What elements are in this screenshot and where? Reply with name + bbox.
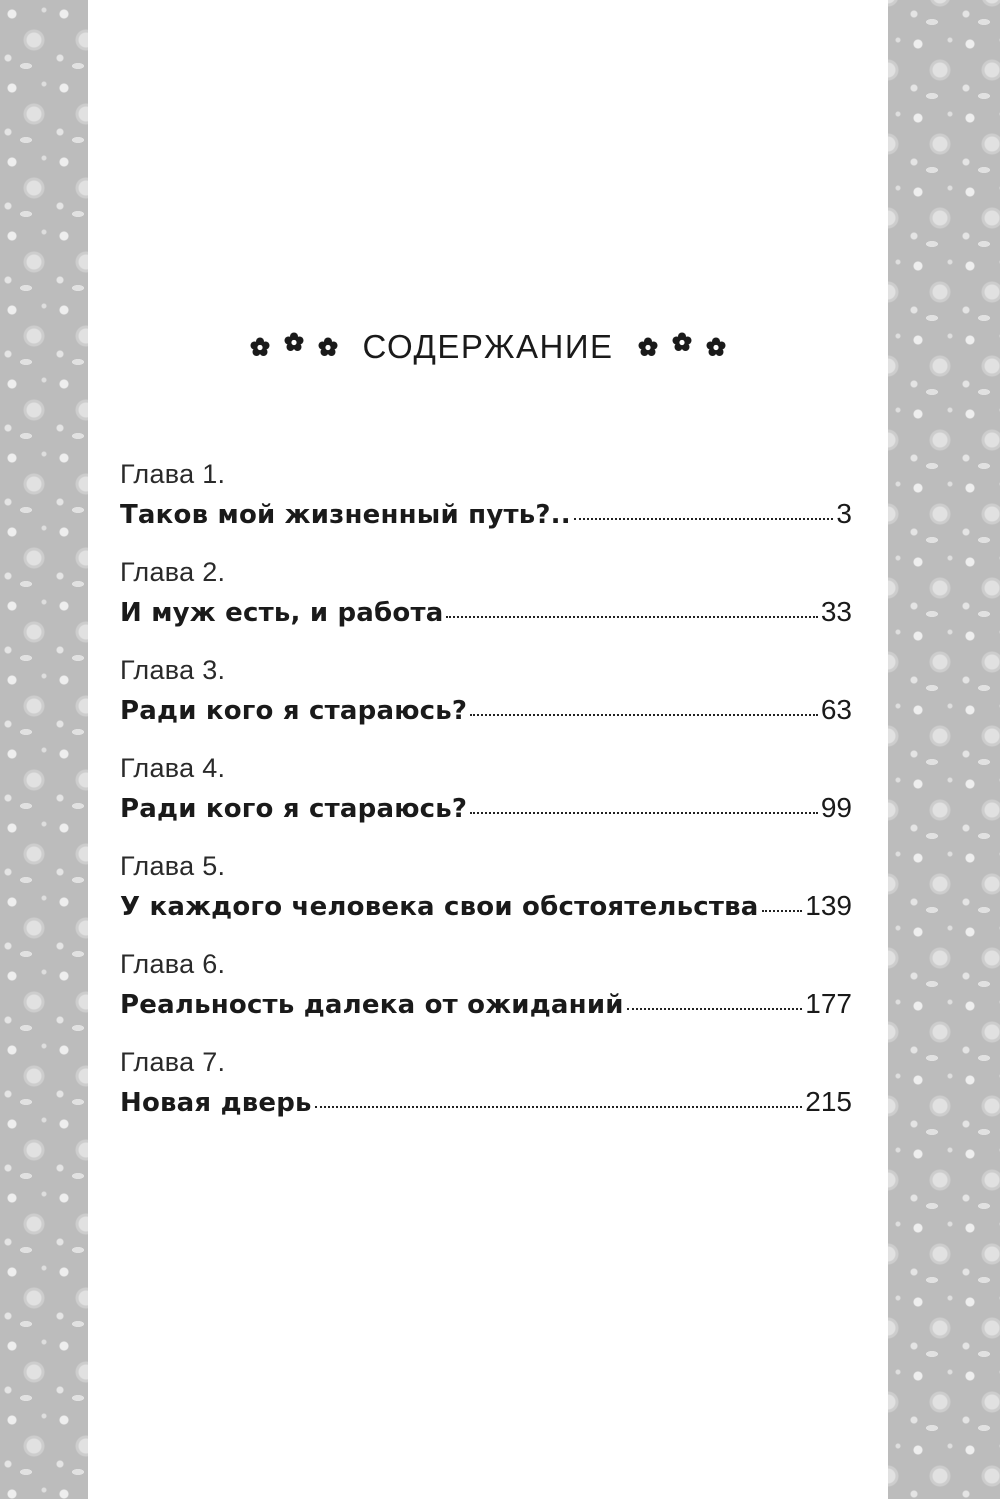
entry-line (120, 590, 852, 635)
page-number: 33 (820, 596, 852, 627)
chapter-title: Ради кого я стараюсь? (120, 696, 468, 726)
page-number: 139 (805, 890, 852, 921)
entry-line (120, 688, 852, 733)
dot-leader (446, 616, 817, 618)
chapter-title: Таков мой жизненный путь?.. (120, 500, 571, 530)
chapter-label: Глава 1. (120, 459, 226, 489)
table-of-contents (120, 456, 852, 1142)
ornament-right (638, 337, 726, 357)
chapter-title: И муж есть, и работа (120, 598, 444, 628)
chapter-label: Глава 4. (120, 753, 226, 783)
page-title: СОДЕРЖАНИЕ (362, 328, 614, 365)
floral-border-right (888, 0, 1000, 1499)
chapter-label: Глава 7. (120, 1047, 226, 1077)
chapter-title: Реальность далека от ожиданий (120, 990, 624, 1020)
toc-entry-chapter-1[interactable] (120, 456, 852, 554)
toc-entry-chapter-7[interactable] (120, 1044, 852, 1142)
toc-entry-chapter-6[interactable] (120, 946, 852, 1044)
page-number: 63 (820, 694, 852, 725)
chapter-label: Глава 3. (120, 655, 226, 685)
chapter-title: Ради кого я стараюсь? (120, 794, 468, 824)
page-number: 99 (820, 792, 852, 823)
toc-entry-chapter-4[interactable] (120, 750, 852, 848)
toc-entry-chapter-2[interactable] (120, 554, 852, 652)
flower-icon (638, 337, 658, 357)
floral-border-left (0, 0, 88, 1499)
flower-icon (706, 337, 726, 357)
contents-heading (88, 328, 888, 366)
chapter-label: Глава 5. (120, 851, 226, 881)
dot-leader (470, 714, 818, 716)
flower-icon (672, 332, 692, 352)
entry-line (120, 884, 852, 929)
chapter-label: Глава 2. (120, 557, 226, 587)
entry-line (120, 786, 852, 831)
entry-line (120, 492, 852, 537)
ornament-left (250, 337, 338, 357)
chapter-title: У каждого человека свои обстоятельства (120, 892, 759, 922)
dot-leader (574, 518, 834, 520)
page-number: 215 (805, 1086, 852, 1117)
entry-line (120, 982, 852, 1027)
dot-leader (315, 1106, 803, 1108)
dot-leader (470, 812, 818, 814)
page-number: 177 (805, 988, 852, 1019)
flower-icon (250, 337, 270, 357)
entry-line (120, 1080, 852, 1125)
contents-page (88, 0, 888, 1499)
chapter-label: Глава 6. (120, 949, 226, 979)
chapter-title: Новая дверь (120, 1088, 312, 1118)
toc-entry-chapter-3[interactable] (120, 652, 852, 750)
flower-icon (284, 332, 304, 352)
flower-icon (318, 337, 338, 357)
toc-entry-chapter-5[interactable] (120, 848, 852, 946)
dot-leader (762, 910, 803, 912)
page-number: 3 (836, 498, 852, 529)
dot-leader (627, 1008, 803, 1010)
